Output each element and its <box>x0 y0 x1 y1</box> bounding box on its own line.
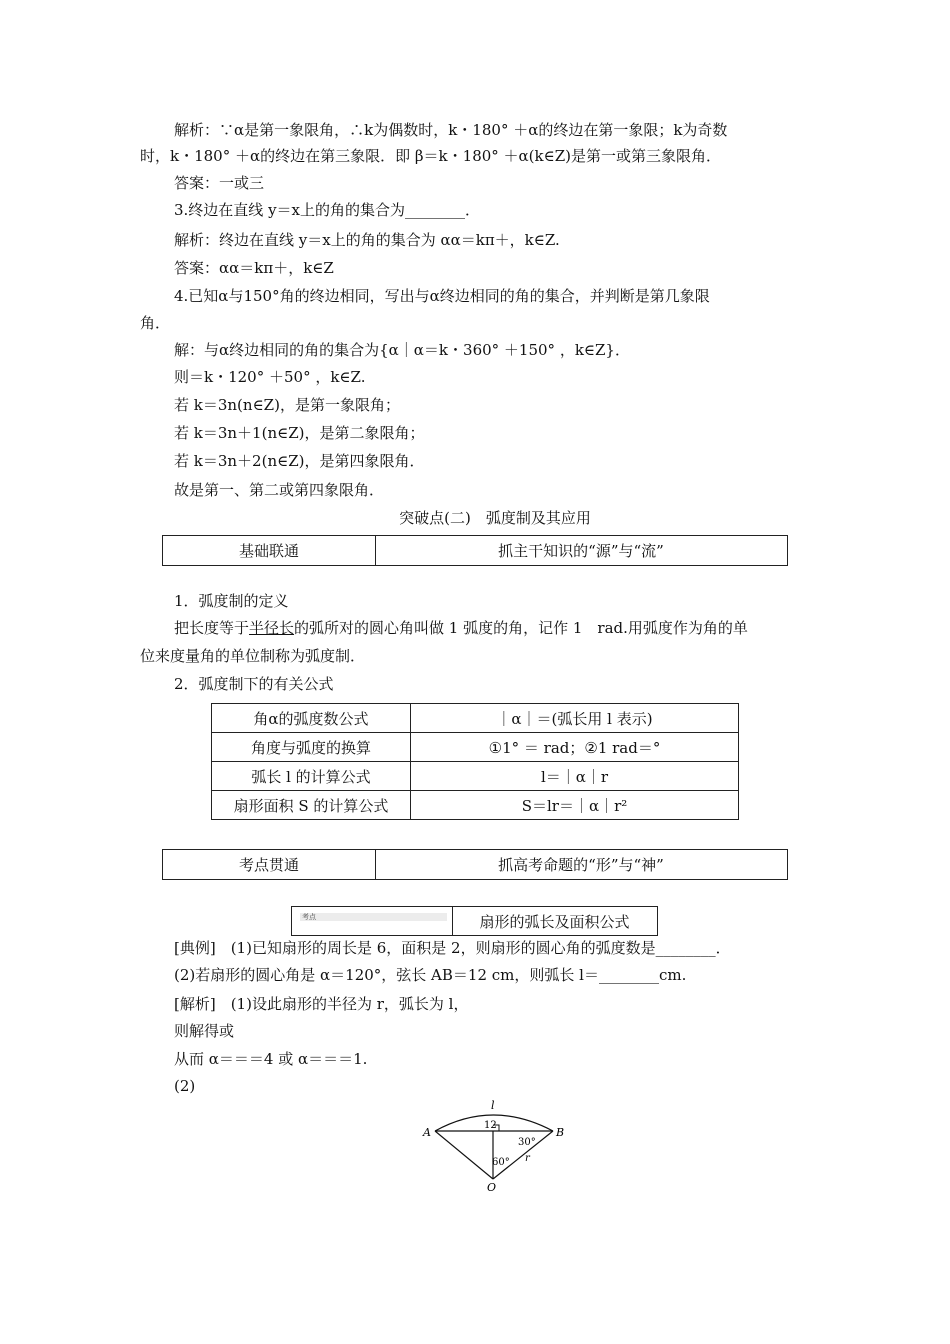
sector-figure <box>415 1095 575 1195</box>
section-title: 突破点(二) 弧度制及其应用 <box>399 509 591 527</box>
text-fragment: 把长度等于 <box>174 619 250 637</box>
text-line: (2)若扇形的圆心角是 α＝120°，弦长 AB＝12 cm，则弧长 l＝________cm. <box>174 966 687 984</box>
underlined-term: 半径长 <box>249 619 295 637</box>
text-line: 4.已知α与150°角的终边相同，写出与α终边相同的角的集合，并判断是第几象限 <box>174 287 710 305</box>
text-line <box>174 618 748 638</box>
text-line: 解：与α终边相同的角的集合为{α｜α＝k・360° ＋150° ，k∈Z}． <box>174 341 630 359</box>
formula-table <box>211 703 739 820</box>
table-cell: l＝｜α｜r <box>411 762 739 791</box>
table-row <box>212 762 739 791</box>
label-b: B <box>556 1126 565 1139</box>
radius-oa <box>435 1131 493 1179</box>
table-cell: 角α的弧度数公式 <box>212 704 411 733</box>
text-line: 2．弧度制下的有关公式 <box>174 675 334 693</box>
table-cell: ｜α｜＝(弧长用 l 表示) <box>411 704 739 733</box>
table-cell: S＝lr＝｜α｜r² <box>411 791 739 820</box>
text-line: 则解得或 <box>174 1022 235 1040</box>
text-line: 3.终边在直线 y＝x上的角的集合为________． <box>174 201 481 219</box>
text-line: 若 k＝3n(n∈Z)，是第一象限角； <box>174 396 400 414</box>
table-row <box>212 791 739 820</box>
bar-right-label: 抓主干知识的“源”与“流” <box>498 542 664 560</box>
section-bar-exam <box>162 849 788 880</box>
label-chord: 12 <box>484 1120 497 1131</box>
text-line: 时，k・180° ＋α的终边在第三象限．即 β＝k・180° ＋α(k∈Z)是第一或第三象限角． <box>140 147 721 165</box>
bar-left-label: 基础联通 <box>163 536 376 565</box>
text-fragment: 的弧所对的圆心角叫做 1 弧度的角，记作 1 rad.用弧度作为角的单 <box>294 619 748 637</box>
text-line: 角． <box>140 314 171 332</box>
bar-left-label: 考点贯通 <box>163 850 376 879</box>
text-line: 解析：∵α是第一象限角，∴k为偶数时，k・180° ＋α的终边在第一象限；k为奇数 <box>174 121 728 139</box>
text-line: [典例] (1)已知扇形的周长是 6，面积是 2，则扇形的圆心角的弧度数是________． <box>174 939 731 957</box>
text-line: 1．弧度制的定义 <box>174 592 289 610</box>
table-cell: 角度与弧度的换算 <box>212 733 411 762</box>
label-r: r <box>525 1153 530 1164</box>
label-angle-30: 30° <box>518 1137 536 1148</box>
label-angle-60: 60° <box>492 1157 510 1168</box>
table-row <box>212 704 739 733</box>
text-line: 则＝k・120° ＋50° ，k∈Z. <box>174 368 366 386</box>
kaodian-header <box>291 906 658 936</box>
table-cell: 扇形面积 S 的计算公式 <box>212 791 411 820</box>
table-cell: 弧长 l 的计算公式 <box>212 762 411 791</box>
text-line: 解析：终边在直线 y＝x上的角的集合为 αα＝kπ＋，k∈Z. <box>174 231 560 249</box>
kaodian-tag: 考点 <box>300 913 447 921</box>
bar-right-label: 抓高考命题的“形”与“神” <box>498 856 664 874</box>
text-line: 若 k＝3n＋2(n∈Z)，是第四象限角． <box>174 452 425 470</box>
text-line: 答案：一或三 <box>174 174 265 192</box>
text-line: 答案：αα＝kπ＋，k∈Z <box>174 259 334 277</box>
text-line: [解析] (1)设此扇形的半径为 r，弧长为 l， <box>174 995 469 1013</box>
text-line: 若 k＝3n＋1(n∈Z)，是第二象限角； <box>174 424 425 442</box>
text-line: 位来度量角的单位制称为弧度制． <box>140 647 366 665</box>
label-a: A <box>423 1126 431 1139</box>
table-row <box>212 733 739 762</box>
text-line: (2) <box>174 1077 196 1095</box>
section-bar-basic <box>162 535 788 566</box>
text-line: 故是第一、第二或第四象限角． <box>174 481 385 499</box>
text-line: 从而 α＝＝＝4 或 α＝＝＝1. <box>174 1050 368 1068</box>
label-l: l <box>491 1099 495 1112</box>
label-o: O <box>487 1181 497 1194</box>
table-cell: ①1° ＝ rad；②1 rad＝° <box>411 733 739 762</box>
kaodian-title: 扇形的弧长及面积公式 <box>479 912 630 931</box>
